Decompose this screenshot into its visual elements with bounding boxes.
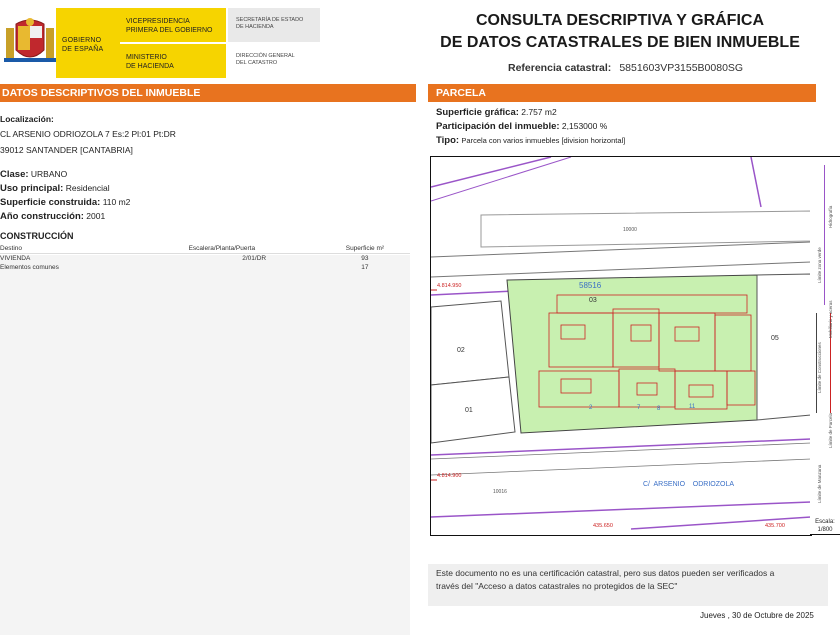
vice-line1: VICEPRESIDENCIA [126,18,190,25]
secretaria-text [236,17,303,31]
cell-superficie: 93 [361,255,369,262]
coord-left-2: 4.814.900 [437,473,462,479]
col-superficie: Superficie m² [320,244,410,254]
street-line [431,157,571,201]
anio-label: Año construcción: [0,211,84,222]
map-label-03: 03 [589,297,597,304]
cell-destino: VIVIENDA [0,255,31,262]
unit-number: 8 [657,406,661,412]
datos-section-bar: DATOS DESCRIPTIVOS DEL INMUEBLE [0,84,416,102]
tipo-value: Parcela con varios inmuebles [division horizontal] [461,136,626,145]
superficie-label: Superficie construida: [0,197,101,208]
parcela-superficie-row [436,107,557,118]
superficie-row [0,197,130,208]
ministerio-text [126,53,174,71]
unit-number: 7 [637,405,641,411]
street-line [431,439,811,455]
map-small-label: 10016 [493,489,507,495]
cell-destino: Elementos comunes [0,264,59,271]
title-line2: DE DATOS CATASTRALES DE BIEN INMUEBLE [440,34,800,51]
cadastral-map[interactable] [430,156,812,536]
construccion-table [0,244,410,272]
notice-line2: través del "Acceso a datos catastrales no protegidos de la SEC" [436,581,678,591]
parcel-id-label: 58516 [579,281,602,290]
document-date: Jueves , 30 de Octubre de 2025 [700,611,814,620]
parcel-01 [431,377,515,443]
uso-row [0,183,110,194]
construccion-panel [0,255,410,635]
tipo-row [436,135,625,146]
tipo-label: Tipo: [436,135,460,146]
coord-bottom-1: 435.650 [593,523,613,529]
dir-line1: DIRECCIÓN GENERAL [236,53,295,59]
sec-line1: SECRETARÍA DE ESTADO [236,17,304,23]
road-edge [431,459,811,475]
cell-superficie: 17 [361,264,369,271]
coord-left-1: 4.814.950 [437,283,462,289]
notice-box [428,564,828,606]
ref-label: Referencia catastral: [508,62,612,74]
legend-item-label: Límite de Parcela [828,412,833,448]
cadastral-map-svg [431,157,811,535]
participacion-value: 2,153000 % [561,121,608,131]
street-line [431,502,811,517]
page-title [420,10,820,54]
escala-value: 1/800 [817,527,833,533]
min-line2: DE HACIENDA [126,63,174,70]
table-header-row [0,244,410,254]
gobierno-line2: DE ESPAÑA [62,46,104,53]
map-legend [810,156,840,520]
road-edge [431,443,811,459]
col-escalera: Escalera/Planta/Puerta [189,244,320,254]
legend-item-label: Mobiliario y aceras [828,300,833,338]
table-row [0,263,410,272]
unit-number: 2 [589,405,593,411]
anio-row [0,211,105,222]
dir-line2: DEL CATASTRO [236,60,278,66]
table-row [0,254,410,264]
legend-items [812,163,838,513]
title-line1: CONSULTA DESCRIPTIVA Y GRÁFICA [475,12,764,29]
clase-value: URBANO [30,169,68,179]
ref-value: 5851603VP3155B0080SG [619,62,744,74]
escala-label: Escala: [815,519,835,525]
sec-line2: DE HACIENDA [236,24,274,30]
uso-label: Uso principal: [0,183,64,194]
road-island [481,211,811,247]
legend-line [824,165,825,305]
participacion-row [436,121,607,132]
localizacion-label: Localización: [0,114,54,124]
street-line [751,157,761,207]
coord-bottom-2: 435.700 [765,523,785,529]
map-label-01: 01 [465,407,473,414]
cell-escalera: 2/01/DR [242,255,267,262]
col-destino: Destino [0,244,189,254]
participacion-label: Participación del inmueble: [436,121,560,132]
notice-line1: Este documento no es una certificación catastral, pero sus datos pueden ser verificados a [436,568,775,578]
gobierno-line1: GOBIERNO [62,37,102,44]
min-line1: MINISTERIO [126,54,167,61]
legend-item-label: Límite de Construcciones [817,342,822,393]
clase-row [0,169,67,180]
parcela-superficie-value: 2.757 m2 [521,107,557,117]
vicepresidencia-text [126,17,212,35]
direccion-text [236,53,295,67]
map-label-05: 05 [771,335,779,342]
street-name: C/ ARSENIO ODRIOZOLA [643,481,735,488]
map-scale [810,518,840,535]
referencia-catastral [508,62,743,74]
localizacion-line2: 39012 SANTANDER [CANTABRIA] [0,145,133,155]
vice-line2: PRIMERA DEL GOBIERNO [126,27,213,34]
legend-item-label: Límite de Manzana [817,464,822,503]
clase-label: Clase: [0,169,29,180]
legend-item-label: Límite zona verde [817,247,822,283]
parcela-superficie-label: Superficie gráfica: [436,107,519,118]
superficie-value: 110 m2 [102,197,131,207]
map-label-02: 02 [457,347,465,354]
anio-value: 2001 [86,211,106,221]
localizacion-line1: CL ARSENIO ODRIOZOLA 7 Es:2 Pl:01 Pt:DR [0,129,176,139]
gobierno-text [62,36,103,54]
unit-number: 11 [689,404,696,410]
construccion-title: CONSTRUCCIÓN [0,231,74,241]
uso-value: Residencial [65,183,110,193]
map-small-label: 10000 [623,227,637,233]
parcela-section-bar: PARCELA [428,84,816,102]
parcel-02 [431,301,509,385]
parcel-05 [757,274,811,420]
legend-item-label: Hidrografía [828,205,833,228]
coat-of-arms-logo [4,14,56,68]
cell-escalera [189,263,320,272]
